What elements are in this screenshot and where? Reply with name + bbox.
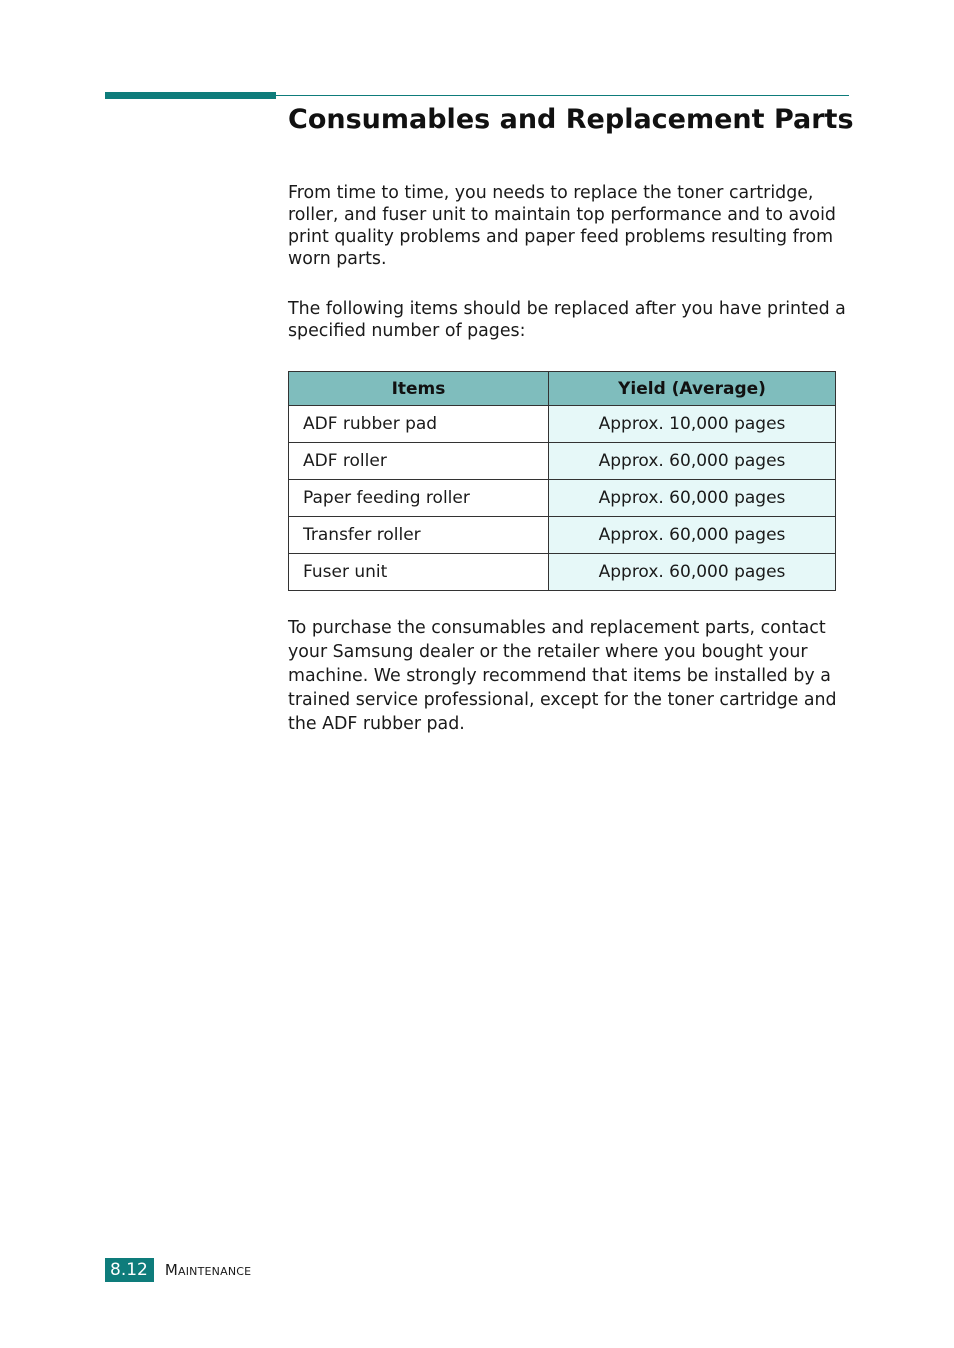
yield-cell: Approx. 60,000 pages	[549, 443, 836, 480]
table-row	[289, 554, 836, 591]
page-title: Consumables and Replacement Parts	[288, 104, 854, 135]
item-cell: Paper feeding roller	[289, 480, 549, 517]
item-cell: Transfer roller	[289, 517, 549, 554]
header-rule-thin	[276, 95, 849, 96]
section-name: Maintenance	[164, 1261, 252, 1279]
table-row	[289, 517, 836, 554]
intro-paragraph: From time to time, you needs to replace the toner cartridge, roller, and fuser unit to maintain top performance and to avoid print quality problems and paper feed problems resulting from worn parts.	[288, 183, 836, 269]
table-header-row	[289, 372, 836, 406]
page-footer	[105, 1258, 251, 1282]
table-row	[289, 443, 836, 480]
table-row	[289, 480, 836, 517]
yield-cell: Approx. 60,000 pages	[549, 480, 836, 517]
replacement-parts-table	[288, 371, 836, 591]
column-header-yield: Yield (Average)	[549, 372, 836, 406]
item-cell: Fuser unit	[289, 554, 549, 591]
yield-cell: Approx. 60,000 pages	[549, 554, 836, 591]
closing-paragraph: To purchase the consumables and replacement parts, contact your Samsung dealer or the retailer where you bought your machine. We strongly recommend that items be installed by a trained service professional, except for the toner cartridge and the ADF rubber pad.	[288, 618, 837, 734]
item-cell: ADF rubber pad	[289, 406, 549, 443]
yield-cell: Approx. 10,000 pages	[549, 406, 836, 443]
yield-cell: Approx. 60,000 pages	[549, 517, 836, 554]
item-cell: ADF roller	[289, 443, 549, 480]
column-header-items: Items	[289, 372, 549, 406]
table-row	[289, 406, 836, 443]
page-number: 8.12	[105, 1258, 154, 1282]
list-intro-paragraph: The following items should be replaced after you have printed a specified number of pages:	[288, 299, 846, 341]
header-rule-thick	[105, 92, 276, 99]
